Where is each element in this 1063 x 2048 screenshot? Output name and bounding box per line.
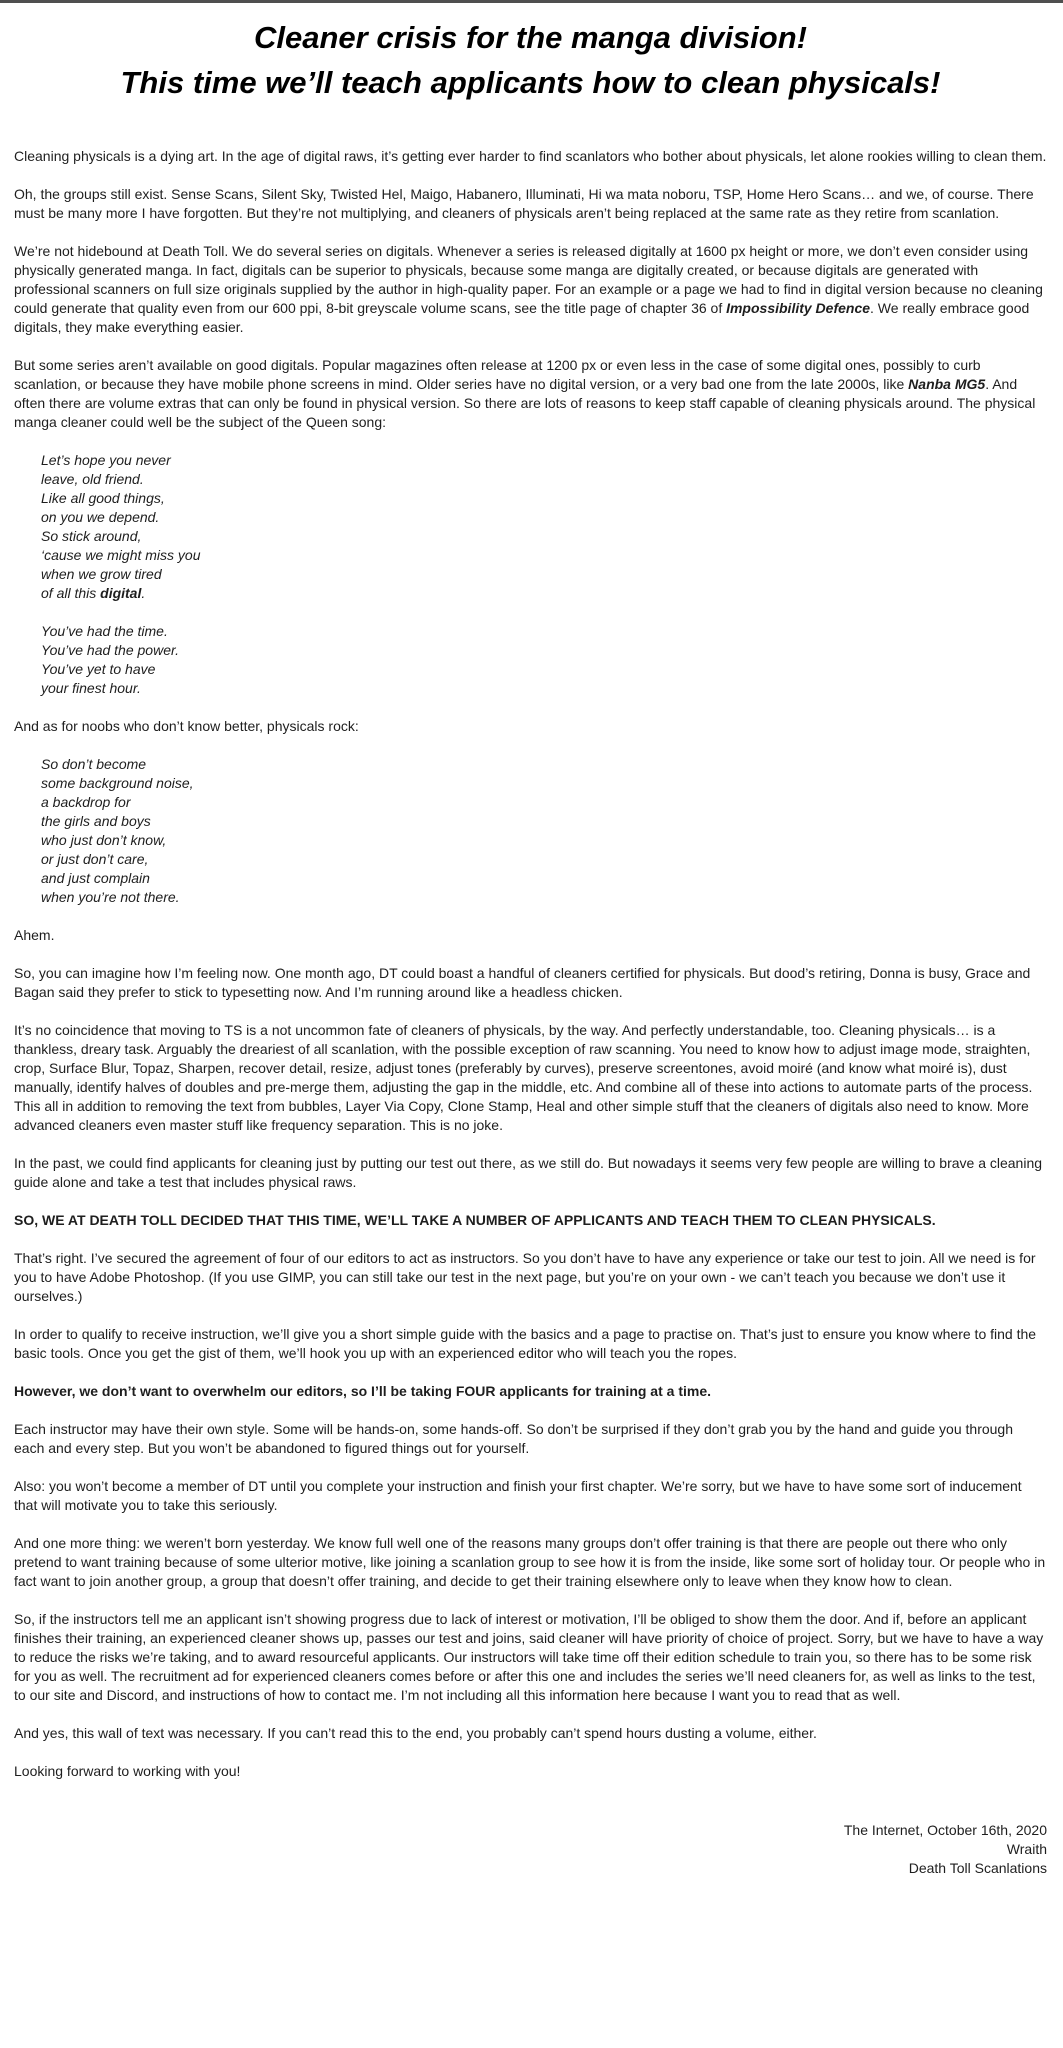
paragraph [14,1021,1047,1135]
text-run: Each instructor may have their own style. Some will be hands-on, some hands-off. So don’t be surprised if they don’t grab you by the hand and guide you through each and every step. But you won’t be abandoned to figured things out for yourself. [14,1421,1013,1456]
text-run: In order to qualify to receive instruction, we’ll give you a short simple guide with the basics and a page to practise on. That’s just to ensure you know where to find the basic tools. Once you get the gist of them, we’ll hook you up with an experienced editor who will teach you the ropes. [14,1326,1037,1361]
signature-line: Death Toll Scanlations [908,1860,1047,1876]
text-run: of all this [41,585,101,601]
text-run: Looking forward to working with you! [14,1763,241,1779]
text-run: However, we don’t want to overwhelm our editors, so I’ll be taking FOUR applicants for training at a time. [14,1383,711,1399]
text-run: Nanba MG5 [908,376,986,392]
text-run: SO, WE AT DEATH TOLL DECIDED THAT THIS TIME, WE’LL TAKE A NUMBER OF APPLICANTS AND TEACH THEM TO CLEAN PHYSICALS. [14,1212,936,1228]
verse-stanza [41,451,1047,603]
paragraph [14,185,1047,223]
paragraph [14,242,1047,337]
text-run: So, you can imagine how I’m feeling now. One month ago, DT could boast a handful of cleaners certified for physicals. But dood’s retiring, Donna is busy, Grace and Bagan said they prefer to stick to typesetting now. And I’m running around like a headless chicken. [14,965,1031,1000]
paragraph [14,1154,1047,1192]
page-title-line2: This time we’ll teach applicants how to clean physicals! [120,65,941,100]
text-run: So don’t become [41,756,147,772]
paragraph [14,1249,1047,1306]
text-run: But some series aren’t available on good digitals. Popular magazines often release at 1200 px or even less in the case of some digital ones, possibly to curb scanlation, or because they have mobile phone screens in mind. Older series have no digital version, or a very bad one from the late 2000s, like [14,357,981,392]
text-run: And as for noobs who don’t know better, physicals rock: [14,718,359,734]
text-run: who just don’t know, [41,832,167,848]
text-run: your finest hour. [41,680,141,696]
text-run: when you’re not there. [41,889,180,905]
text-run: . We really embrace good digitals, they make everything easier. [14,300,1030,335]
text-run: digital [100,585,142,601]
text-run: So stick around, [41,528,142,544]
paragraph [14,1724,1047,1743]
text-run: . And often there are volume extras that can only be found in physical version. So there are lots of reasons to keep staff capable of cleaning physicals around. The physical manga cleaner could well be the subject of the Queen song: [14,376,1036,430]
text-run: and just complain [41,870,150,886]
paragraph [14,147,1047,166]
text-run: Also: you won’t become a member of DT until you complete your instruction and finish your first chapter. We’re sorry, but we have to have some sort of inducement that will motivate you to take this seriously. [14,1478,1022,1513]
text-run: ‘cause we might miss you [41,547,201,563]
signature-line: The Internet, October 16th, 2020 [843,1822,1047,1838]
text-run: You’ve had the time. [41,623,168,639]
verse-stanza [41,755,1047,907]
text-run: It’s no coincidence that moving to TS is a not uncommon fate of cleaners of physicals, by the way. And perfectly understandable, too. Cleaning physicals… is a thankless, dreary task. Arguably the dreariest of all scanlation, with the possible exception of raw scanning. You need to know how to adjust image mode, straighten, crop, Surface Blur, Topaz, Sharpen, recover detail, resize, adjust tones (preferably by curves), preserve screentones, avoid moiré (and know what moiré is), dust manually, identify halves of doubles and pre-merge them, adjusting the gap in the middle, etc. And combine all of these into actions to automate parts of the process. This all in addition to removing the text from bubbles, Layer Via Copy, Clone Stamp, Heal and other simple stuff that the cleaners of digitals also need to know. More advanced cleaners even master stuff like frequency separation. This is no joke. [14,1022,1033,1133]
text-run: Like all good things, [41,490,165,506]
text-run: or just don’t care, [41,851,149,867]
text-run: . [141,585,146,601]
text-run: In the past, we could find applicants for cleaning just by putting our test out there, as we still do. But nowadays it seems very few people are willing to brave a cleaning guide alone and take a test that includes physical raws. [14,1155,1043,1190]
text-run: That’s right. I’ve secured the agreement of four of our editors to act as instructors. So you don’t have to have any experience or take our test to join. All we need is for you to have Adobe Photoshop. (If you use GIMP, you can still take our test in the next page, but you’re on your own - we can’t teach you because we don’t use it ourselves.) [14,1250,1036,1304]
paragraph [14,356,1047,432]
text-run: when we grow tired [41,566,162,582]
text-run: You’ve had the power. [41,642,180,658]
text-run: Oh, the groups still exist. Sense Scans, Silent Sky, Twisted Hel, Maigo, Habanero, Illuminati, Hi wa mata noboru, TSP, Home Hero Scans… and we, of course. There must be many more I have forgotten. But they’re not multiplying, and cleaners of physicals aren’t being replaced at the same rate as they retire from scanlation. [14,186,1034,221]
page-title [14,15,1047,105]
paragraph [14,1762,1047,1781]
text-run: Ahem. [14,927,55,943]
paragraph [14,717,1047,736]
text-run: We’re not hidebound at Death Toll. We do several series on digitals. Whenever a series is released digitally at 1600 px height or more, we don’t even consider using physically generated manga. In fact, digitals can be superior to physicals, because some manga are digitally created, or because digitals are generated with professional scanners on full size originals supplied by the author in high-quality paper. For an example or a page we had to find in digital version because no cleaning could generate that quality even from our 600 ppi, 8-bit greyscale volume scans, see the title page of chapter 36 of [14,243,1043,316]
text-run: the girls and boys [41,813,151,829]
signature-line: Wraith [1006,1841,1047,1857]
bold-paragraph [14,1382,1047,1401]
text-run: And yes, this wall of text was necessary. If you can’t read this to the end, you probably can’t spend hours dusting a volume, either. [14,1725,817,1741]
signature-block [14,1821,1047,1878]
page-title-line1: Cleaner crisis for the manga division! [254,20,807,55]
bold-paragraph [14,1211,1047,1230]
text-run: So, if the instructors tell me an applicant isn’t showing progress due to lack of interest or motivation, I’ll be obliged to show them the door. And if, before an applicant finishes their training, an experienced cleaner shows up, passes our test and joins, said cleaner will have priority of choice of project. Sorry, but we have to have a way to reduce the risks we’re taking, and to award resourceful applicants. Our instructors will take time off their edition schedule to train you, so there has to be some risk for you as well. The recruitment ad for experienced cleaners comes before or after this one and includes the series we’ll need cleaners for, as well as links to the test, to our site and Discord, and instructions of how to contact me. I’m not including all this information here because I want you to read that as well. [14,1611,1044,1703]
text-run: You’ve yet to have [41,661,156,677]
text-run: Let’s hope you never [41,452,171,468]
text-run: some background noise, [41,775,194,791]
paragraph [14,926,1047,945]
text-run: And one more thing: we weren’t born yesterday. We know full well one of the reasons many groups don’t offer training is that there are people out there who only pretend to want training because of some ulterior motive, like joining a scanlation group to see how it is from the inside, like some sort of holiday tour. Or people who in fact want to join another group, a group that doesn’t offer training, and decide to get their training elsewhere only to leave when they know how to clean. [14,1535,1046,1589]
text-run: Impossibility Defence [726,300,871,316]
text-run: a backdrop for [41,794,131,810]
document-body [14,147,1047,1878]
text-run: on you we depend. [41,509,160,525]
text-run: Cleaning physicals is a dying art. In the age of digital raws, it’s getting ever harder to find scanlators who bother about physicals, let alone rookies willing to clean them. [14,148,1047,164]
paragraph [14,964,1047,1002]
paragraph [14,1610,1047,1705]
paragraph [14,1325,1047,1363]
paragraph [14,1534,1047,1591]
verse-stanza [41,622,1047,698]
paragraph [14,1420,1047,1458]
paragraph [14,1477,1047,1515]
text-run: leave, old friend. [41,471,144,487]
